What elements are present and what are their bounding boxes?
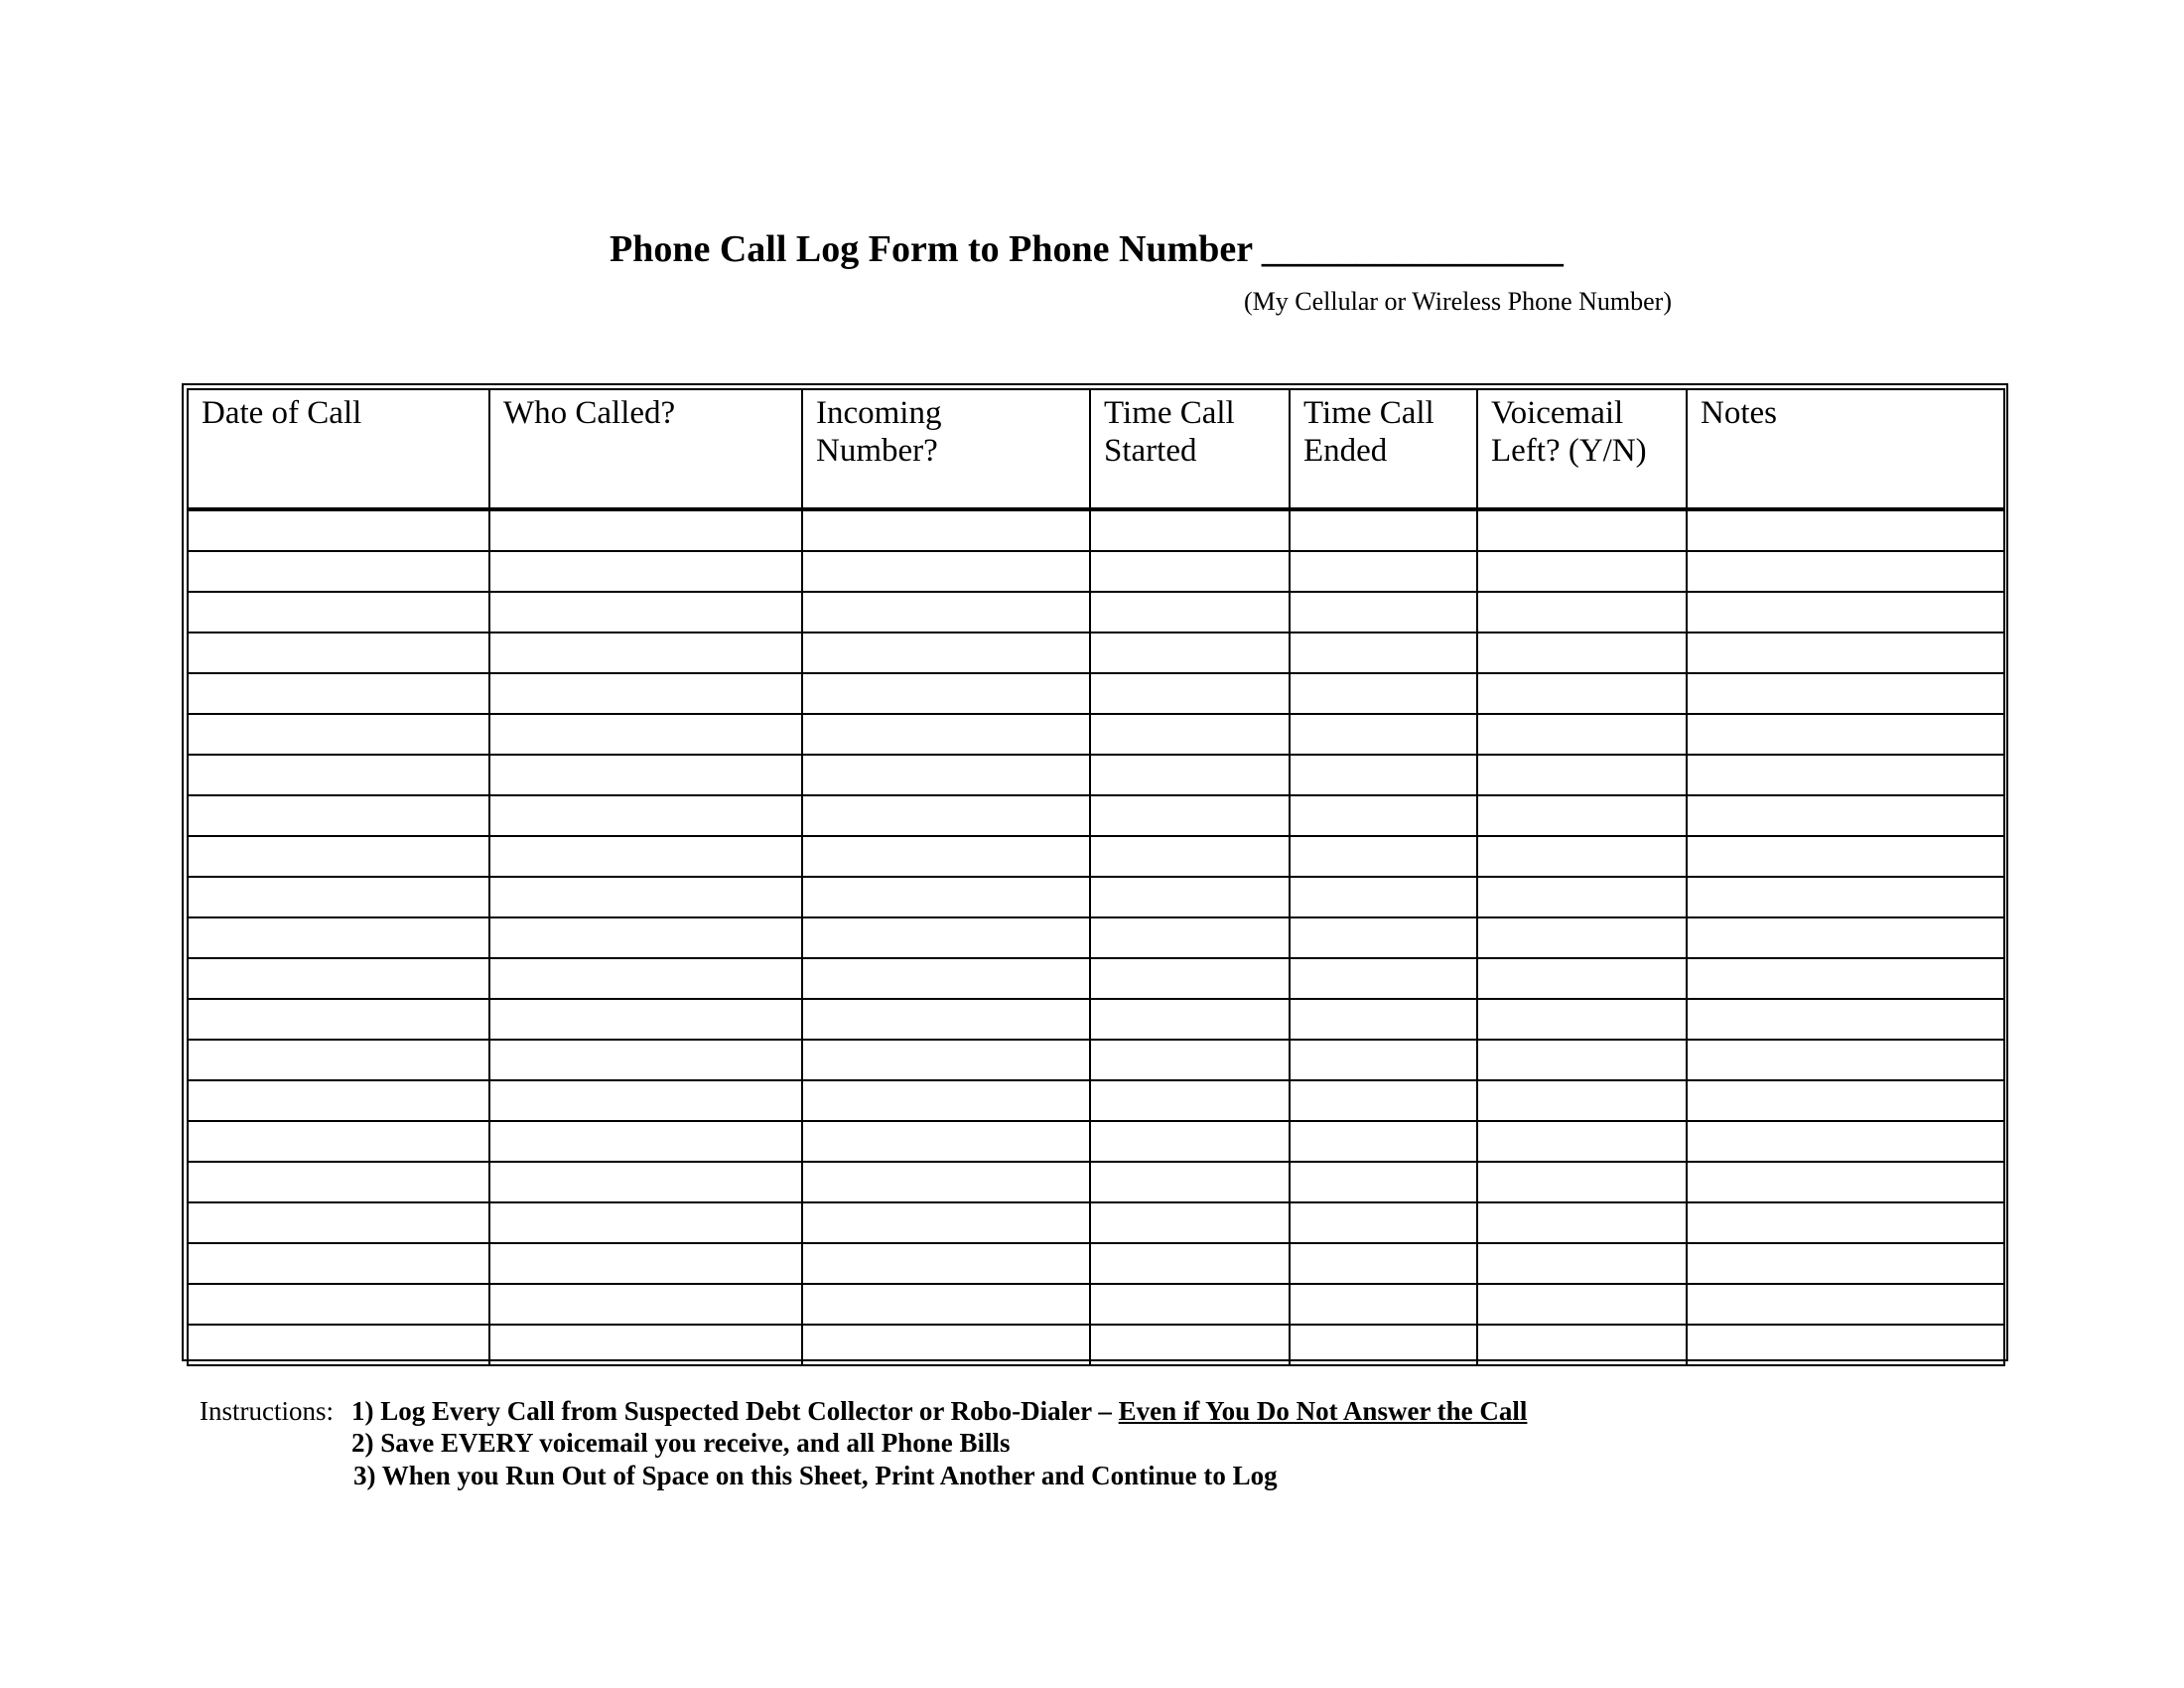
table-cell[interactable]	[1290, 551, 1477, 592]
table-row	[188, 999, 2004, 1040]
table-cell[interactable]	[802, 1080, 1090, 1121]
table-cell[interactable]	[1477, 755, 1687, 795]
table-cell[interactable]	[489, 551, 802, 592]
column-header-5	[1290, 389, 1477, 509]
table-row	[188, 917, 2004, 958]
table-cell[interactable]	[1477, 551, 1687, 592]
column-header-6	[1477, 389, 1687, 509]
table-cell[interactable]	[188, 1325, 489, 1365]
instructions-label: Instructions:	[200, 1396, 334, 1426]
instruction-item-1	[351, 1395, 1527, 1428]
instruction-item-3: 3) When you Run Out of Space on this Sheet, Print Another and Continue to Log	[353, 1461, 1278, 1490]
table-cell[interactable]	[1477, 917, 1687, 958]
form-subtitle: (My Cellular or Wireless Phone Number)	[1244, 287, 1672, 316]
table-cell[interactable]	[1090, 633, 1290, 673]
table-cell[interactable]	[1090, 1040, 1290, 1080]
table-cell[interactable]	[489, 999, 802, 1040]
table-cell[interactable]	[1477, 836, 1687, 877]
table-row	[188, 877, 2004, 917]
column-header-7	[1687, 389, 2004, 509]
table-row	[188, 633, 2004, 673]
table-row	[188, 1162, 2004, 1202]
table-cell[interactable]	[1477, 795, 1687, 836]
table-cell[interactable]	[802, 509, 1090, 551]
table-cell[interactable]	[1687, 1284, 2004, 1325]
table-cell[interactable]	[489, 1243, 802, 1284]
column-header-line1: Date of Call	[202, 395, 362, 431]
table-row	[188, 1080, 2004, 1121]
column-header-line1: Who Called?	[503, 395, 676, 431]
table-body	[188, 509, 2004, 1365]
table-cell[interactable]	[1477, 1243, 1687, 1284]
table-cell[interactable]	[188, 1121, 489, 1162]
table-cell[interactable]	[1477, 633, 1687, 673]
table-cell[interactable]	[1687, 1080, 2004, 1121]
table-cell[interactable]	[802, 673, 1090, 714]
table-cell[interactable]	[489, 592, 802, 633]
table-cell[interactable]	[1687, 1243, 2004, 1284]
table-cell[interactable]	[1090, 714, 1290, 755]
table-cell[interactable]	[802, 551, 1090, 592]
table-cell[interactable]	[1477, 877, 1687, 917]
table-cell[interactable]	[1687, 958, 2004, 999]
table-cell[interactable]	[802, 1243, 1090, 1284]
table-cell[interactable]	[1090, 1284, 1290, 1325]
table-cell[interactable]	[802, 917, 1090, 958]
table-cell[interactable]	[802, 1040, 1090, 1080]
table-row	[188, 673, 2004, 714]
table-cell[interactable]	[1090, 592, 1290, 633]
table-cell[interactable]	[1090, 1162, 1290, 1202]
table-cell[interactable]	[1090, 551, 1290, 592]
table-cell[interactable]	[188, 592, 489, 633]
table-cell[interactable]	[802, 755, 1090, 795]
table-cell[interactable]	[489, 917, 802, 958]
table-cell[interactable]	[1090, 999, 1290, 1040]
table-row	[188, 755, 2004, 795]
column-header-line2: Left? (Y/N)	[1491, 433, 1647, 469]
table-cell[interactable]	[1290, 673, 1477, 714]
column-header-line2: Started	[1104, 433, 1197, 469]
table-cell[interactable]	[188, 836, 489, 877]
table-cell[interactable]	[802, 958, 1090, 999]
table-cell[interactable]	[489, 673, 802, 714]
table-cell[interactable]	[1687, 1162, 2004, 1202]
table-cell[interactable]	[188, 958, 489, 999]
table-cell[interactable]	[802, 1202, 1090, 1243]
table-cell[interactable]	[802, 1162, 1090, 1202]
column-header-line1: Incoming	[816, 395, 942, 431]
table-cell[interactable]	[1290, 877, 1477, 917]
table-cell[interactable]	[489, 1121, 802, 1162]
table-cell[interactable]	[188, 1202, 489, 1243]
table-cell[interactable]	[1290, 1202, 1477, 1243]
table-cell[interactable]	[188, 877, 489, 917]
column-header-2	[489, 389, 802, 509]
table-cell[interactable]	[1687, 714, 2004, 755]
table-cell[interactable]	[188, 551, 489, 592]
table-cell[interactable]	[1090, 1243, 1290, 1284]
table-cell[interactable]	[1687, 1325, 2004, 1365]
table-cell[interactable]	[188, 1243, 489, 1284]
table-cell[interactable]	[1290, 592, 1477, 633]
table-cell[interactable]	[1290, 836, 1477, 877]
table-cell[interactable]	[1090, 1121, 1290, 1162]
table-cell[interactable]	[1290, 1040, 1477, 1080]
table-cell[interactable]	[1477, 1162, 1687, 1202]
table-cell[interactable]	[802, 714, 1090, 755]
table-cell[interactable]	[1687, 1202, 2004, 1243]
table-row	[188, 714, 2004, 755]
table-cell[interactable]	[1290, 917, 1477, 958]
table-cell[interactable]	[489, 1202, 802, 1243]
table-cell[interactable]	[802, 592, 1090, 633]
table-row	[188, 592, 2004, 633]
table-cell[interactable]	[188, 755, 489, 795]
table-cell[interactable]	[1290, 1121, 1477, 1162]
table-cell[interactable]	[489, 714, 802, 755]
table-cell[interactable]	[1687, 999, 2004, 1040]
table-cell[interactable]	[1290, 714, 1477, 755]
instruction-item-1-text: 1) Log Every Call from Suspected Debt Collector or Robo-Dialer –	[351, 1396, 1119, 1426]
table-cell[interactable]	[1290, 509, 1477, 551]
table-cell[interactable]	[1290, 1243, 1477, 1284]
table-cell[interactable]	[1687, 1121, 2004, 1162]
table-cell[interactable]	[489, 1284, 802, 1325]
table-cell[interactable]	[1290, 1284, 1477, 1325]
table-cell[interactable]	[1477, 714, 1687, 755]
table-cell[interactable]	[188, 714, 489, 755]
table-cell[interactable]	[1477, 592, 1687, 633]
instruction-item-1-underlined: Even if You Do Not Answer the Call	[1118, 1396, 1528, 1426]
table-cell[interactable]	[188, 673, 489, 714]
table-cell[interactable]	[802, 633, 1090, 673]
table-cell[interactable]	[489, 1040, 802, 1080]
table-row	[188, 958, 2004, 999]
table-row	[188, 1284, 2004, 1325]
table-cell[interactable]	[188, 1162, 489, 1202]
table-cell[interactable]	[1090, 1080, 1290, 1121]
table-row	[188, 1325, 2004, 1365]
table-cell[interactable]	[188, 633, 489, 673]
table-cell[interactable]	[1687, 836, 2004, 877]
table-cell[interactable]	[1290, 999, 1477, 1040]
table-cell[interactable]	[1290, 633, 1477, 673]
column-header-line1: Notes	[1701, 395, 1777, 431]
column-header-4	[1090, 389, 1290, 509]
table-cell[interactable]	[489, 755, 802, 795]
table-cell[interactable]	[1290, 1080, 1477, 1121]
column-header-line1: Voicemail	[1491, 395, 1624, 431]
table-cell[interactable]	[1090, 1202, 1290, 1243]
table-cell[interactable]	[1687, 592, 2004, 633]
table-cell[interactable]	[489, 1325, 802, 1365]
table-cell[interactable]	[1477, 1121, 1687, 1162]
table-header-row	[188, 389, 2004, 509]
table-cell[interactable]	[489, 877, 802, 917]
table-cell[interactable]	[802, 1284, 1090, 1325]
table-cell[interactable]	[1687, 633, 2004, 673]
table-cell[interactable]	[489, 958, 802, 999]
table-cell[interactable]	[1477, 1325, 1687, 1365]
table-cell[interactable]	[1477, 509, 1687, 551]
table-row	[188, 509, 2004, 551]
table-cell[interactable]	[802, 999, 1090, 1040]
table-cell[interactable]	[1090, 836, 1290, 877]
table-cell[interactable]	[802, 877, 1090, 917]
table-cell[interactable]	[1477, 1080, 1687, 1121]
table-cell[interactable]	[489, 509, 802, 551]
table-cell[interactable]	[1477, 958, 1687, 999]
table-cell[interactable]	[1090, 958, 1290, 999]
table-cell[interactable]	[1090, 795, 1290, 836]
table-row	[188, 1243, 2004, 1284]
table-cell[interactable]	[1687, 1040, 2004, 1080]
table-row	[188, 836, 2004, 877]
table-cell[interactable]	[1090, 877, 1290, 917]
form-title: Phone Call Log Form to Phone Number ________________	[610, 228, 1564, 270]
table-cell[interactable]	[1687, 795, 2004, 836]
column-header-1	[188, 389, 489, 509]
table-cell[interactable]	[802, 836, 1090, 877]
table-cell[interactable]	[1090, 917, 1290, 958]
table-cell[interactable]	[188, 999, 489, 1040]
instruction-item-2: 2) Save EVERY voicemail you receive, and all Phone Bills	[351, 1428, 1011, 1458]
call-log-table-frame	[182, 383, 2008, 1361]
table-cell[interactable]	[188, 795, 489, 836]
table-row	[188, 1040, 2004, 1080]
column-header-line2: Number?	[816, 433, 938, 469]
table-cell[interactable]	[1687, 509, 2004, 551]
table-cell[interactable]	[1090, 673, 1290, 714]
call-log-table	[187, 388, 2005, 1366]
table-cell[interactable]	[1687, 917, 2004, 958]
table-cell[interactable]	[188, 1284, 489, 1325]
table-cell[interactable]	[1477, 673, 1687, 714]
table-row	[188, 795, 2004, 836]
table-cell[interactable]	[1090, 755, 1290, 795]
table-cell[interactable]	[1290, 755, 1477, 795]
column-header-3	[802, 389, 1090, 509]
table-cell[interactable]	[1290, 1162, 1477, 1202]
table-cell[interactable]	[802, 795, 1090, 836]
table-cell[interactable]	[1290, 1325, 1477, 1365]
table-cell[interactable]	[489, 1080, 802, 1121]
table-cell[interactable]	[1687, 877, 2004, 917]
column-header-line2: Ended	[1303, 433, 1388, 469]
table-cell[interactable]	[1477, 1040, 1687, 1080]
table-cell[interactable]	[802, 1121, 1090, 1162]
table-cell[interactable]	[1290, 958, 1477, 999]
table-row	[188, 1121, 2004, 1162]
table-row	[188, 551, 2004, 592]
table-cell[interactable]	[489, 836, 802, 877]
table-cell[interactable]	[188, 1080, 489, 1121]
table-cell[interactable]	[1090, 1325, 1290, 1365]
table-cell[interactable]	[489, 633, 802, 673]
table-cell[interactable]	[1090, 509, 1290, 551]
table-cell[interactable]	[1687, 551, 2004, 592]
table-cell[interactable]	[1477, 1202, 1687, 1243]
table-cell[interactable]	[1477, 999, 1687, 1040]
table-cell[interactable]	[802, 1325, 1090, 1365]
table-cell[interactable]	[188, 509, 489, 551]
table-cell[interactable]	[489, 795, 802, 836]
column-header-line1: Time Call	[1303, 395, 1434, 431]
table-cell[interactable]	[1687, 673, 2004, 714]
column-header-line1: Time Call	[1104, 395, 1235, 431]
table-cell[interactable]	[1290, 795, 1477, 836]
table-row	[188, 1202, 2004, 1243]
table-cell[interactable]	[188, 917, 489, 958]
table-cell[interactable]	[1687, 755, 2004, 795]
table-cell[interactable]	[489, 1162, 802, 1202]
table-cell[interactable]	[188, 1040, 489, 1080]
table-cell[interactable]	[1477, 1284, 1687, 1325]
